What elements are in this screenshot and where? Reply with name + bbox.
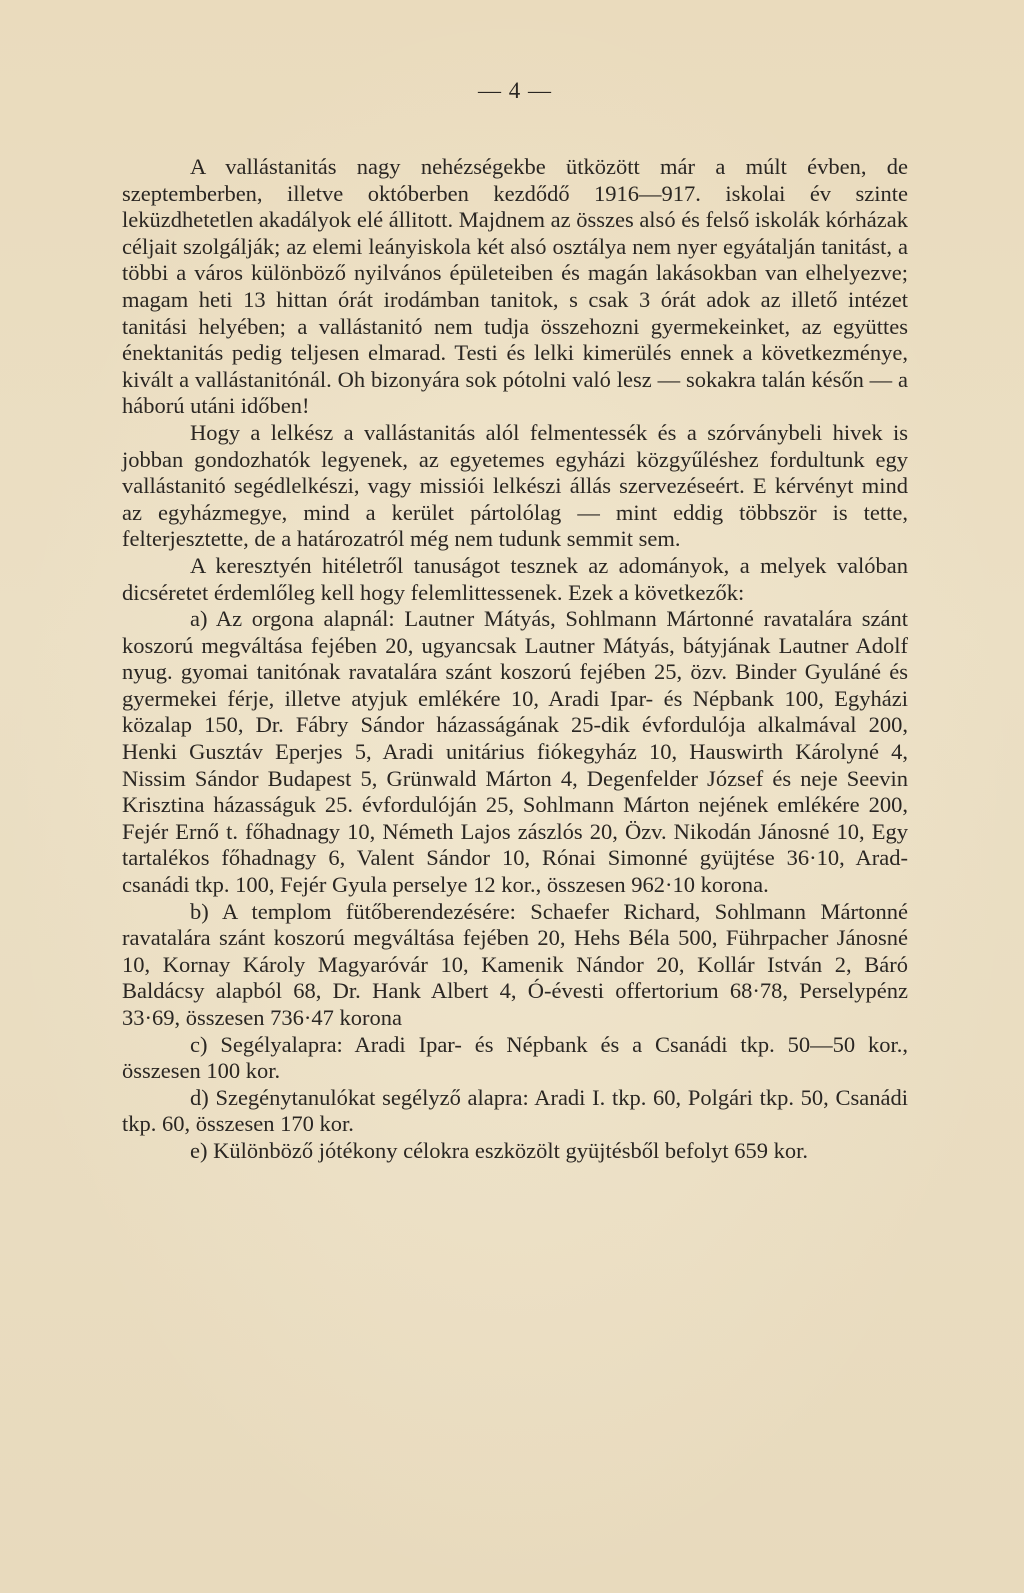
- body-text: [122, 154, 908, 1165]
- donation-item-charity: e) Különböző jótékony célokra eszközölt gyüjtésből befolyt 659 kor.: [190, 1137, 808, 1163]
- paragraph-donations-intro: A keresztyén hitéletről tanuságot tesznek az adományok, a melyek valóban dicséretet érdemlőleg kell hogy felemlittessenek. Ezek a következők:: [122, 552, 908, 605]
- donation-item-poor-students: d) Szegénytanulókat segélyző alapra: Aradi I. tkp. 60, Polgári tkp. 50, Csanádi tkp. 60, összesen 170 kor.: [122, 1084, 908, 1137]
- donation-item-organ-fund: a) Az orgona alapnál: Lautner Mátyás, Sohlmann Mártonné ravatalára szánt koszorú megváltása fejében 20, ugyancsak Lautner Mátyás, bátyjának Lautner Adolf nyug. gyomai tanitónak ravatalára szánt koszorú fejében 25, özv. Binder Gyuláné és gyermekei férje, illetve atyjuk emlékére 10, Aradi Ipar- és Népbank 100, Egyházi közalap 150, Dr. Fábry Sándor házasságának 25-dik évfordulója alkalmával 200, Henki Gusztáv Eperjes 5, Aradi unitárius fiókegyház 10, Hauswirth Károlyné 4, Nissim Sándor Budapest 5, Grünwald Márton 4, Degenfelder József és neje Seevin Krisztina házasságuk 25. évfordulóján 25, Sohlmann Márton nejének emlékére 200, Fejér Ernő t. főhadnagy 10, Németh Lajos zászlós 20, Özv. Nikodán Jánosné 10, Egy tartalékos főhadnagy 6, Valent Sándor 10, Rónai Simonné gyüjtése 36·10, Arad-csanádi tkp. 100, Fejér Gyula perselye 12 kor., összesen 962·10 korona.: [122, 606, 908, 898]
- page-number: — 4 —: [478, 78, 552, 103]
- document-page: [122, 76, 908, 1165]
- paragraph-chaplain-request: Hogy a lelkész a vallástanitás alól felmentessék és a szórványbeli hivek is jobban gondozhatók legyenek, az egyetemes egyházi közgyűléshez fordultunk egy vallástanitó segédlelkészi, vagy missiói lelkészi állás szervezéseért. E kérvényt mind az egyházmegye, mind a kerület pártolólag — mint eddig többször is tette, felterjesztette, de a határozatról még nem tudunk semmit sem.: [122, 419, 908, 552]
- donation-item-heating: b) A templom fütőberendezésére: Schaefer Richard, Sohlmann Mártonné ravatalára szánt koszorú megváltása fejében 20, Hehs Béla 500, Führpacher Jánosné 10, Kornay Károly Magyaróvár 10, Kamenik Nándor 20, Kollár István 2, Báró Baldácsy alapból 68, Dr. Hank Albert 4, Ó-évesti offertorium 68·78, Perselypénz 33·69, összesen 736·47 korona: [122, 898, 908, 1030]
- donation-item-aid-fund: c) Segélyalapra: Aradi Ipar- és Népbank és a Csanádi tkp. 50—50 kor., összesen 100 kor.: [122, 1031, 908, 1084]
- paragraph-religious-education: A vallástanitás nagy nehézségekbe ütközött már a múlt évben, de szeptemberben, illetve októberben kezdődő 1916—917. iskolai év szinte leküzdhetetlen akadályok elé állitott. Majdnem az összes alsó és felső iskolák kórházak céljait szolgálják; az elemi leányiskola két alsó osztálya nem nyer egyátalján tanitást, a többi a város különböző nyilvános épületeiben és magán lakásokban van elhelyezve; magam heti 13 hittan órát irodámban tanitok, s csak 3 órát adok az illető intézet tanitási helyében; a vallástanitó nem tudja összehozni gyermekeinket, az együttes énektanitás pedig teljesen elmarad. Testi és lelki kimerülés ennek a következménye, kivált a vallástanitónál. Oh bizonyára sok pótolni való lesz — sokakra talán későn — a háború utáni időben!: [122, 154, 908, 419]
